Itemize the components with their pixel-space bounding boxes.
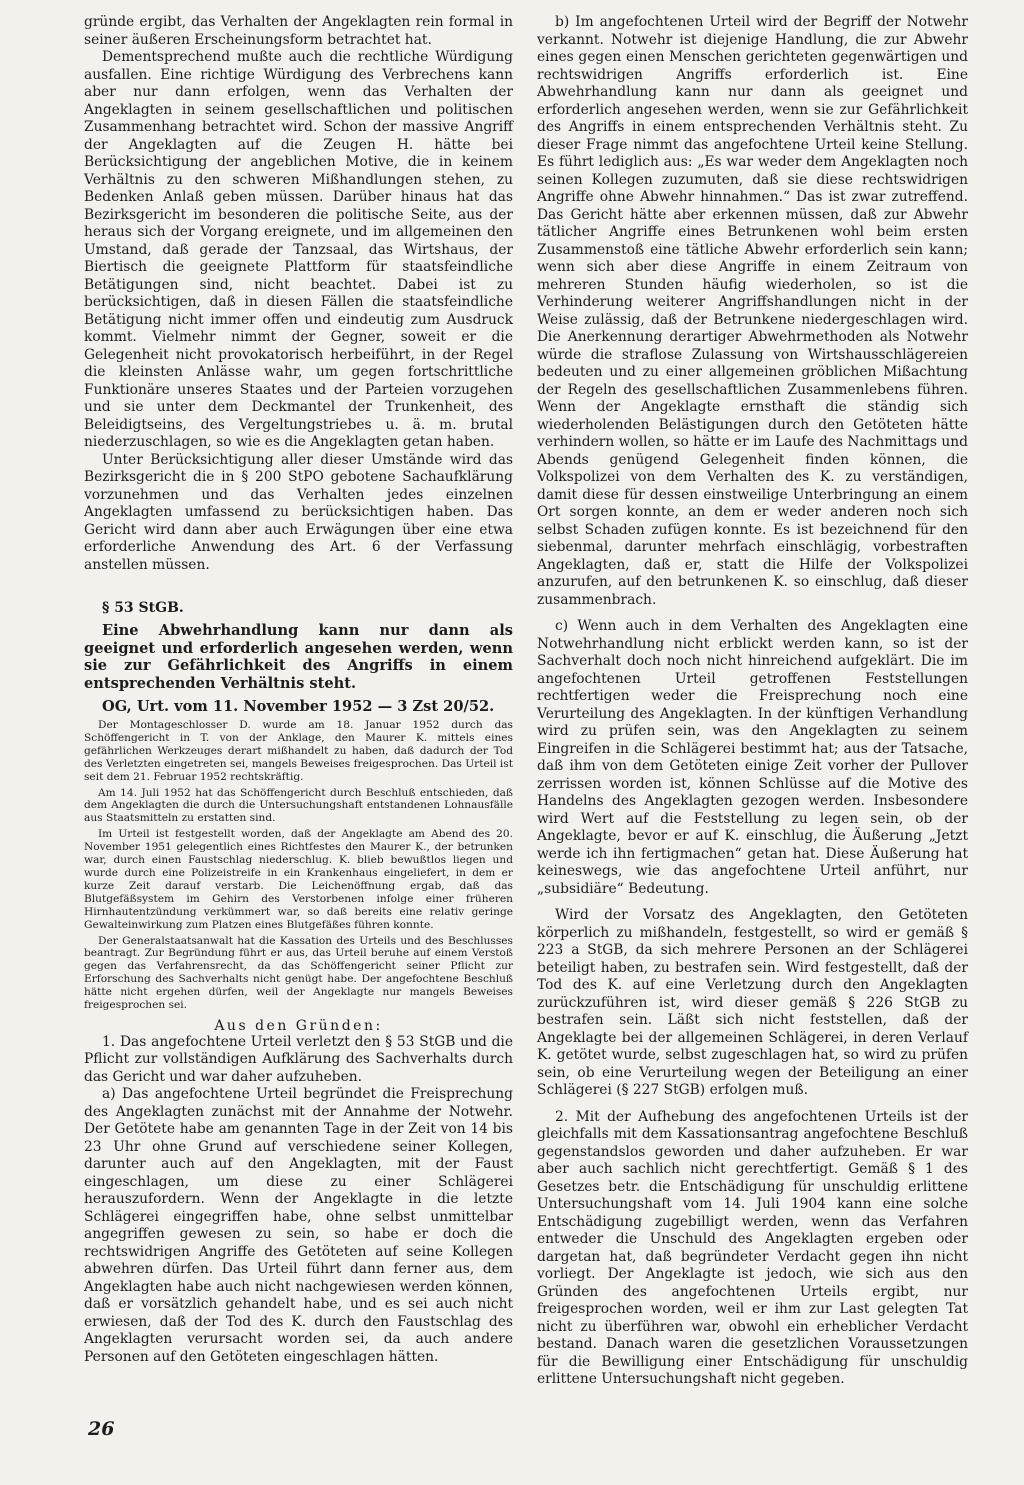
decision-citation: OG, Urt. vom 11. November 1952 — 3 Zst 20/52. bbox=[102, 698, 495, 715]
paragraph: b) Im angefochtenen Urteil wird der Begriff der Notwehr verkannt. Notwehr ist diejenige Handlung, die zur Abwehr eines gegen einen Menschen gerichteten gegenwärtigen und rechtswidrigen Angriffs erforderlich ist. Eine Abwehrhandlung kann nur dann als geeignet und erforderlich angesehen werden, wenn sie zur Gefährlichkeit des Angriffs in einem entsprechenden Verhältnis steht. Zu dieser Frage nimmt das angefochtene Urteil keine Stellung. Es führt lediglich aus: „Es war weder dem Angeklagten noch seinen Kollegen zuzumuten, daß sie diese rechtswidrigen Angriffe ohne Abwehr hinnahmen.“ Das ist zwar zutreffend. Das Gericht hätte aber erkennen müssen, daß zur Abwehr tätlicher Angriffe eines Betrunkenen wohl beim ersten Zusammenstoß eine tätliche Abwehr erforderlich sein kann; wenn sich aber diese Angriffe in einem Zeitraum von mehreren Stunden häufig wiederholen, so ist die Verhinderung weiterer Angriffshandlungen nicht in der Weise zulässig, daß der Betrunkene niedergeschlagen wird. Die Anerkennung derartiger Abwehrmethoden als Notwehr würde die straflose Zulassung von Wirtshausschlägereien bedeuten und zu einer allgemeinen gröblichen Mißachtung der Regeln des gesellschaftlichen Zusammenlebens führen. Wenn der Angeklagte ernsthaft die ständig sich wiederholenden Belästigungen durch den Getöteten hätte verhindern wollen, so hätte er im Laufe des Nachmittags und Abends genügend Gelegenheit finden können, die Volkspolizei von dem Verhalten des K. zu verständigen, damit diese für dessen einstweilige Unterbringung an einem Ort sorgen konnte, an dem er weder anderen noch sich selbst Schaden zufügen konnte. Es ist bezeichnend für den siebenmal, darunter mehrfach einschlägig, vorbestraften Angeklagten, daß er, statt die Hilfe der Volkspolizei anzurufen, auf den betrunkenen K. so einschlug, daß dieser zusammenbrach. bbox=[537, 14, 968, 608]
paragraph: Dementsprechend mußte auch die rechtliche Würdigung ausfallen. Eine richtige Würdigung des Verbrechens kann aber nur dann erfolgen, wenn das Verhalten der Angeklagten in seinem gesellschaftlichen und politischen Zusammenhang betrachtet wird. Schon der massive Angriff der Angeklagten auf die Zeugen H. hätte bei Berücksichtigung der angeblichen Motive, die in keinem Verhältnis zu den schweren Mißhandlungen stehen, zu Bedenken Anlaß geben müssen. Darüber hinaus hat das Bezirksgericht im besonderen die politische Seite, aus der heraus sich der Vorgang ereignete, und im allgemeinen den Umstand, daß gerade der Tanzsaal, das Wirtshaus, der Biertisch die geeignete Plattform für staatsfeindliche Betätigungen sind, nicht beachtet. Dabei ist zu berücksichtigen, daß in diesen Fällen die staatsfeindliche Betätigung nicht immer offen und eindeutig zum Ausdruck kommt. Vielmehr nimmt der Gegner, soweit er die Gelegenheit nicht provokatorisch herbeiführt, in der Regel die kleinsten Anlässe wahr, um gegen fortschrittliche Funktionäre unseres Staates und der Parteien vorzugehen und sie unter dem Deckmantel der Trunkenheit, des Beleidigtseins, des Vergeltungstriebes u. ä. m. brutal niederzuschlagen, so wie es die Angeklagten getan haben. bbox=[84, 49, 513, 450]
facts-paragraph: Am 14. Juli 1952 hat das Schöffengericht durch Beschluß entschieden, daß dem Angeklagten die durch die Untersuchungshaft entstandenen Lohnausfälle aus Staatsmitteln zu erstatten sind. bbox=[84, 786, 513, 825]
section-heading: § 53 StGB. bbox=[102, 600, 184, 616]
paragraph: 2. Mit der Aufhebung des angefochtenen Urteils ist der gleichfalls mit dem Kassationsantrag angefochtene Beschluß gegenstandslos geworden und daher aufzuheben. Er war aber auch sachlich nicht gerechtfertigt. Gemäß § 1 des Gesetzes betr. die Entschädigung für unschuldig erlittene Untersuchungshaft vom 14. Juli 1904 kann eine solche Entschädigung zugebilligt werden, wenn das Verfahren entweder die Unschuld des Angeklagten ergeben oder dargetan hat, daß begründeter Verdacht gegen ihn nicht vorliegt. Der Angeklagte ist jedoch, wie sich aus den Gründen des angefochtenen Urteils ergibt, nur freigesprochen worden, weil er ihm zur Last gelegten Tat nicht zu überführen war, obwohl ein erheblicher Verdacht bestand. Danach waren die gesetzlichen Voraussetzungen für die Bewilligung einer Entschädigung für unschuldig erlittene Untersuchungshaft nicht gegeben. bbox=[537, 1108, 968, 1387]
facts-paragraph: Der Generalstaatsanwalt hat die Kassation des Urteils und des Beschlusses beantragt. Zur Begründung führt er aus, das Urteil beruhe auf einem Verstoß gegen das Verfahrensrecht, da das Schöffengericht seiner Pflicht zur Erforschung des Sachverhalts nicht genügt habe. Der angefochtene Beschluß hätte nicht ergehen dürfen, weil der Angeklagte nur mangels Beweises freigesprochen sei. bbox=[84, 934, 513, 1012]
headnote: Eine Abwehrhandlung kann nur dann als geeignet und erforderlich angesehen werden, wenn sie zur Gefährlichkeit des Angriffs in einem entsprechenden Verhältnis steht. bbox=[84, 622, 513, 692]
facts-paragraph: Im Urteil ist festgestellt worden, daß der Angeklagte am Abend des 20. November 1951 gelegentlich eines Richtfestes den Maurer K., der betrunken war, durch einen Faustschlag niederschlug. K. blieb bewußtlos liegen und wurde durch eine Polizeistreife in ein Krankenhaus eingeliefert, in dem er kurze Zeit darauf verstarb. Die Leichenöffnung ergab, daß das Blutgefäßsystem im Gehirn des Verstorbenen infolge einer früheren Hirnhautentzündung verkümmert war, so daß bereits eine relativ geringe Gewalteinwirkung zum Platzen eines Blutgefäßes führen konnte. bbox=[84, 828, 513, 931]
page-number: 26 bbox=[88, 1418, 115, 1440]
paragraph: Wird der Vorsatz des Angeklagten, den Getöteten körperlich zu mißhandeln, festgestellt, so wird er gemäß § 223 a StGB, da sich mehrere Personen an der Schlägerei beteiligt haben, zu bestrafen sein. Wird festgestellt, daß der Tod des K. auf eine Verletzung durch den Angeklagten zurückzuführen ist, wird dieser gemäß § 226 StGB zu bestrafen sein. Läßt sich nicht feststellen, daß der Angeklagte bei der allgemeinen Schlägerei, in deren Verlauf K. getötet wurde, selbst zugeschlagen hat, so wird zu prüfen sein, ob eine Verurteilung wegen der Beteiligung an einer Schlägerei (§ 227 StGB) erfolgen muß. bbox=[537, 907, 968, 1098]
paragraph: a) Das angefochtene Urteil begründet die Freisprechung des Angeklagten zunächst mit der Annahme der Notwehr. Der Getötete habe am genannten Tage in der Zeit von 14 bis 23 Uhr ohne Grund auf verschiedene seiner Kollegen, darunter auch auf den Angeklagten, mit der Faust eingeschlagen, um diese zu einer Schlägerei herauszufordern. Wenn der Angeklagte in die letzte Schlägerei eingegriffen habe, ohne selbst unmittelbar angegriffen gewesen zu sein, so habe er doch die rechtswidrigen Angriffe des Getöteten auf seine Kollegen abwehren dürfen. Das Urteil führt dann ferner aus, dem Angeklagten habe auch nicht nachgewiesen werden können, daß er vorsätzlich gehandelt habe, und es sei auch nicht erwiesen, daß der Tod des K. durch den Faustschlag des Angeklagten verursacht worden sei, da auch andere Personen auf den Getöteten eingeschlagen hätten. bbox=[84, 1086, 513, 1365]
left-column bbox=[84, 14, 513, 1366]
right-column bbox=[537, 14, 968, 1389]
paragraph: Unter Berücksichtigung aller dieser Umstände wird das Bezirksgericht die in § 200 StPO gebotene Sachaufklärung vorzunehmen und das Verhalten jedes einzelnen Angeklagten umfassend zu berücksichtigen haben. Das Gericht wird dann aber auch Erwägungen über eine etwa erforderliche Anwendung des Art. 6 der Verfassung anstellen müssen. bbox=[84, 451, 513, 573]
paragraph: gründe ergibt, das Verhalten der Angeklagten rein formal in seiner äußeren Erscheinungsform betrachtet hat. bbox=[84, 14, 513, 48]
facts-paragraph: Der Montageschlosser D. wurde am 18. Januar 1952 durch das Schöffengericht in T. von der Anklage, den Maurer K. mittels eines gefährlichen Werkzeuges derart mißhandelt zu haben, daß dadurch der Tod des Verletzten eingetreten sei, mangels Beweises freigesprochen. Das Urteil ist seit dem 21. Februar 1952 rechtskräftig. bbox=[84, 719, 513, 783]
grounds-heading: Aus den Gründen: bbox=[214, 1017, 383, 1034]
paragraph: 1. Das angefochtene Urteil verletzt den § 53 StGB und die Pflicht zur vollständigen Aufklärung des Sachverhalts durch das Gericht und war daher aufzuheben. bbox=[84, 1033, 513, 1085]
paragraph: c) Wenn auch in dem Verhalten des Angeklagten eine Notwehrhandlung nicht erblickt werden kann, so ist der Sachverhalt doch noch nicht hinreichend aufgeklärt. Die im angefochtenen Urteil getroffenen Feststellungen rechtfertigen weder die Freisprechung noch eine Verurteilung des Angeklagten. In der künftigen Verhandlung wird zu prüfen sein, was den Angeklagten zu seinem Eingreifen in die Schlägerei bestimmt hat; aus der Tatsache, daß ihm von dem Getöteten einige Zeit vorher der Pullover zerrissen worden ist, können Schlüsse auf die Motive des Handelns des Angeklagten gezogen werden. Insbesondere wird Wert auf die Feststellung zu legen sein, ob der Angeklagte, bevor er auf K. einschlug, die Äußerung „Jetzt werde ich ihn fertigmachen“ getan hat. Diese Äußerung hat keineswegs, wie das angefochtene Urteil anführt, nur „subsidiäre“ Bedeutung. bbox=[537, 618, 968, 897]
